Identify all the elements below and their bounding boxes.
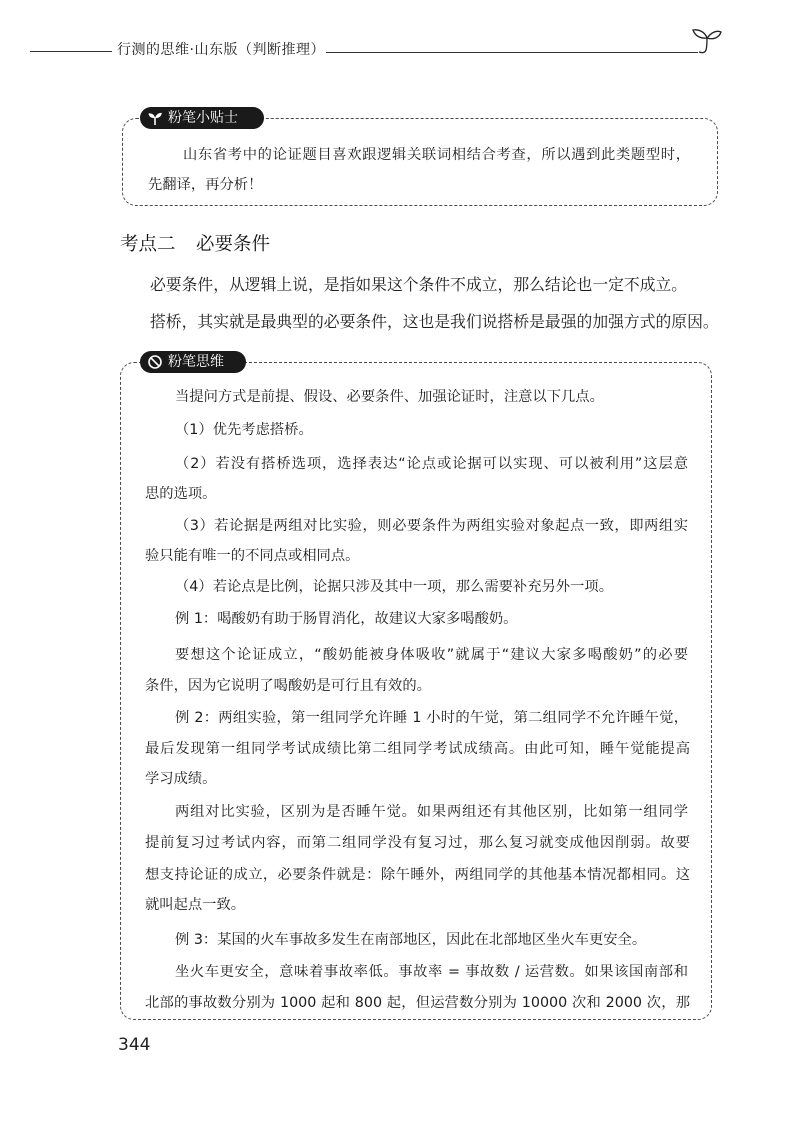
tip-box-label-text: 粉笔小贴士 bbox=[168, 110, 238, 126]
page-number: 344 bbox=[118, 1035, 151, 1055]
sprout-icon bbox=[688, 26, 724, 58]
thinking-line: 当提问方式是前提、假设、必要条件、加强论证时，注意以下几点。 bbox=[175, 389, 604, 405]
thinking-line: 坐火车更安全，意味着事故率低。事故率 = 事故数 / 运营数。如果该国南部和 bbox=[175, 964, 688, 980]
tip-box-label bbox=[140, 107, 264, 129]
thinking-line: 例 3：某国的火车事故多发生在南部地区，因此在北部地区坐火车更安全。 bbox=[175, 932, 647, 948]
thinking-line: 条件，因为它说明了喝酸奶是可行且有效的。 bbox=[145, 678, 431, 694]
thinking-box-label bbox=[140, 351, 246, 373]
thinking-line: 验只能有唯一的不同点或相同点。 bbox=[145, 548, 360, 564]
thinking-line: 北部的事故数分别为 1000 起和 800 起，但运营数分别为 10000 次和 2000 次，那 bbox=[145, 995, 690, 1011]
body-paragraph: 必要条件，从逻辑上说，是指如果这个条件不成立，那么结论也一定不成立。 bbox=[150, 275, 688, 294]
tip-line: 先翻译，再分析！ bbox=[148, 177, 263, 193]
thinking-line: 提前复习过考试内容，而第二组同学没有复习过，那么复习就变成他因削弱。故要 bbox=[145, 835, 690, 851]
thinking-line: 就叫起点一致。 bbox=[145, 897, 246, 913]
thinking-line: 最后发现第一组同学考试成绩比第二组同学考试成绩高。由此可知，睡午觉能提高 bbox=[145, 741, 690, 757]
thinking-line: 例 2：两组实验，第一组同学允许睡 1 小时的午觉，第二组同学不允许睡午觉， bbox=[175, 710, 688, 726]
running-header-title: 行测的思维·山东版（判断推理） bbox=[117, 42, 325, 58]
thinking-line: 两组对比实验，区别为是否睡午觉。如果两组还有其他区别，比如第一组同学 bbox=[175, 804, 688, 820]
header-rule-left bbox=[30, 51, 112, 52]
thinking-line: 想支持论证的成立，必要条件就是：除午睡外，两组同学的其他基本情况都相同。这 bbox=[145, 867, 690, 883]
thinking-line: 思的选项。 bbox=[145, 486, 217, 502]
thinking-line: 例 1：喝酸奶有助于肠胃消化，故建议大家多喝酸奶。 bbox=[175, 611, 518, 627]
thinking-line: 学习成绩。 bbox=[145, 771, 217, 787]
section-title: 必要条件 bbox=[196, 234, 271, 255]
thinking-box-label-text: 粉笔思维 bbox=[168, 354, 224, 370]
thinking-line: （1）优先考虑搭桥。 bbox=[175, 422, 313, 438]
no-entry-icon bbox=[147, 354, 163, 370]
tip-line: 山东省考中的论证题目喜欢跟逻辑关联词相结合考查，所以遇到此类题型时， bbox=[183, 147, 690, 163]
header-rule-right bbox=[326, 52, 698, 53]
thinking-line: （4）若论点是比例，论据只涉及其中一项，那么需要补充另外一项。 bbox=[175, 579, 613, 595]
body-paragraph: 搭桥，其实就是最典型的必要条件，这也是我们说搭桥是最强的加强方式的原因。 bbox=[150, 312, 719, 331]
thinking-line: 要想这个论证成立，“酸奶能被身体吸收”就属于“建议大家多喝酸奶”的必要 bbox=[175, 647, 688, 663]
thinking-line: （2）若没有搭桥选项，选择表达“论点或论据可以实现、可以被利用”这层意 bbox=[175, 456, 688, 472]
thinking-line: （3）若论据是两组对比实验，则必要条件为两组实验对象起点一致，即两组实 bbox=[175, 518, 688, 534]
sprout-icon bbox=[147, 110, 163, 126]
section-number: 考点二 bbox=[120, 234, 176, 255]
